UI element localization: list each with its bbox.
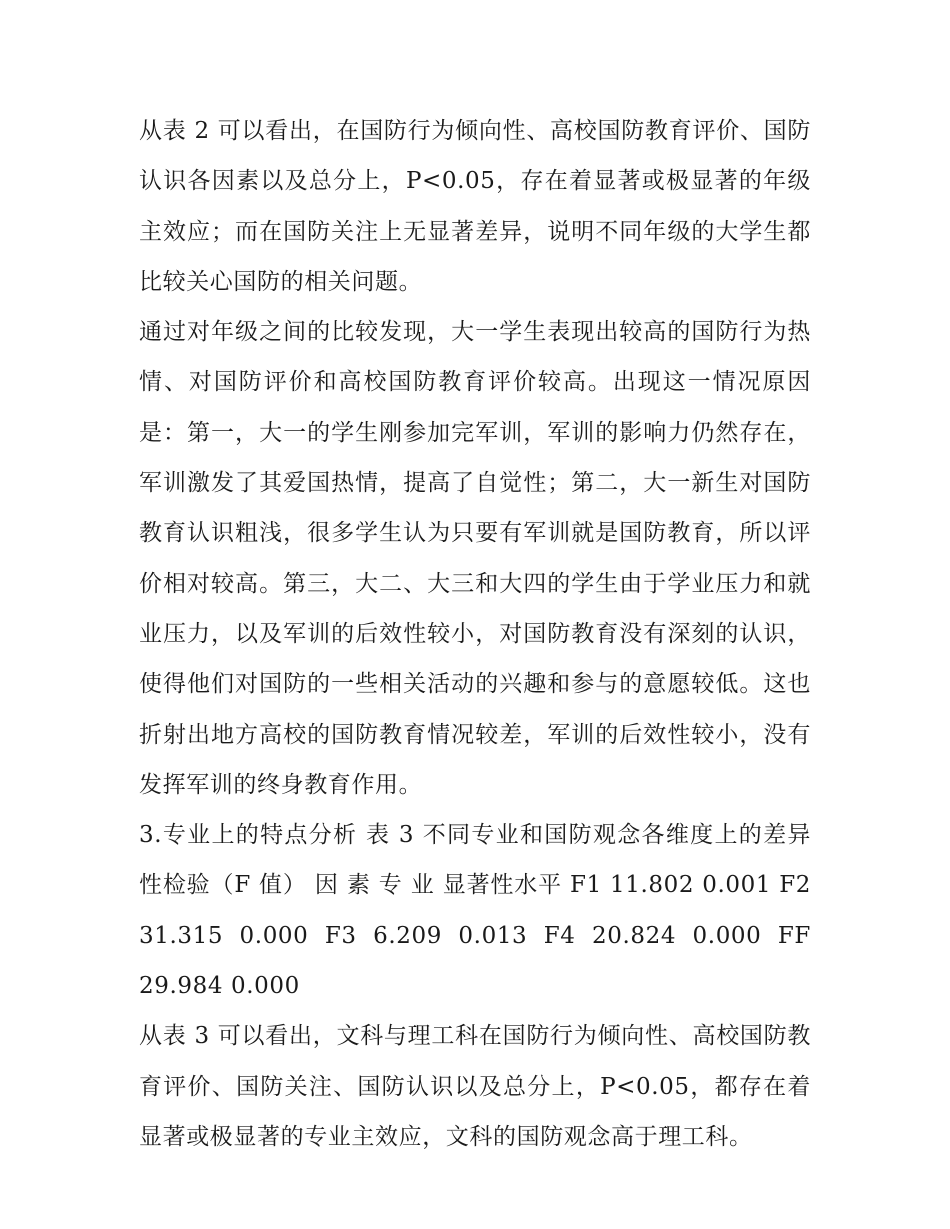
paragraph-grade-effect: 从表 2 可以看出，在国防行为倾向性、高校国防教育评价、国防认识各因素以及总分上，P<0.05，存在着显著或极显著的年级主效应；而在国防关注上无显著差异，说明不同年级的大学生都比较关心国防的相关问题。 [139,118,811,295]
document-body [139,106,811,1162]
paragraph-major-effect: 从表 3 可以看出，文科与理工科在国防行为倾向性、高校国防教育评价、国防关注、国防认识以及总分上，P<0.05，都存在着显著或极显著的专业主效应，文科的国防观念高于理工科。 [139,1023,811,1150]
paragraph-grade-comparison: 通过对年级之间的比较发现，大一学生表现出较高的国防行为热情、对国防评价和高校国防教育评价较高。出现这一情况原因是：第一，大一的学生刚参加完军训，军训的影响力仍然存在，军训激发了其爱国热情，提高了自觉性；第二，大一新生对国防教育认识粗浅，很多学生认为只要有军训就是国防教育，所以评价相对较高。第三，大二、大三和大四的学生由于学业压力和就业压力，以及军训的后效性较小，对国防教育没有深刻的认识，使得他们对国防的一些相关活动的兴趣和参与的意愿较低。这也折射出地方高校的国防教育情况较差，军训的后效性较小，没有发挥军训的终身教育作用。 [139,319,811,798]
paragraph-major-analysis-table: 3.专业上的特点分析 表 3 不同专业和国防观念各维度上的差异性检验（F 值） 因 素 专 业 显著性水平 F1 11.802 0.001 F2 31.315 0.000 F3 6.209 0.013 F4 20.824 0.000 FF 29.984 0.000 [139,822,811,1000]
